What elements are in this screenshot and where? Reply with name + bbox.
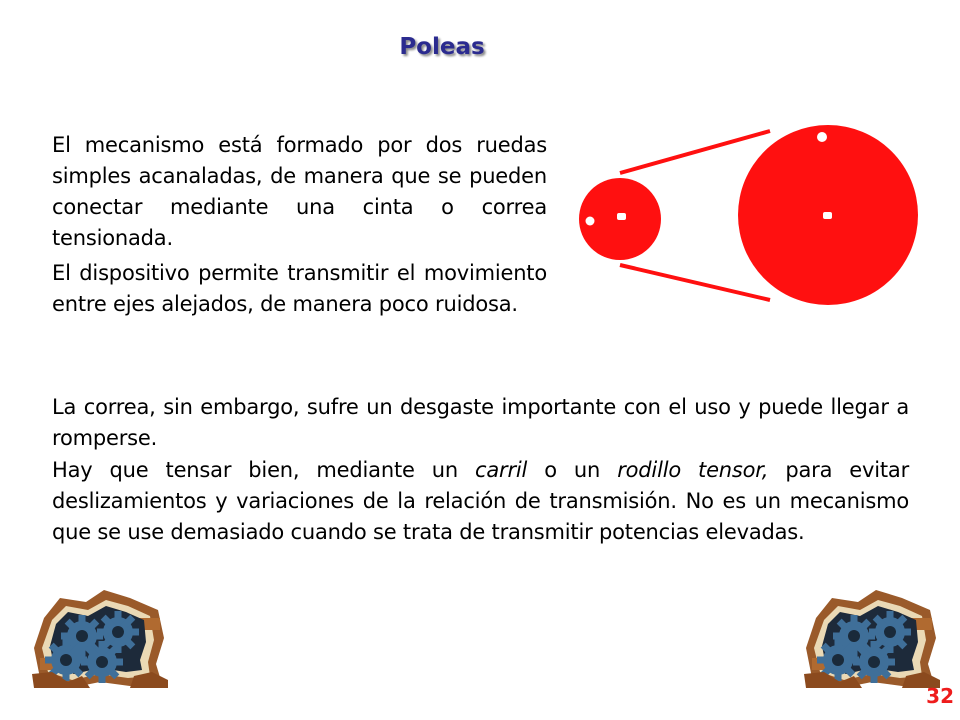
belt-bottom (620, 265, 770, 300)
paragraph-wear: La correa, sin embargo, sufre un desgaste importante con el uso y puede llegar a romperse. (52, 395, 909, 450)
paragraph-device: El dispositivo permite transmitir el movimiento entre ejes alejados, de manera poco ruidosa. (52, 261, 547, 316)
large-pulley-edge-dot (817, 132, 827, 142)
small-pulley-edge-dot (586, 217, 595, 226)
paragraph-tension: Hay que tensar bien, mediante un carril o un rodillo tensor, para evitar deslizamientos y variaciones de la relación de transmisión. No es un mecanismo que se use demasiado cuando se trata de transmitir potencias elevadas. (52, 458, 910, 544)
slide-title: Poleas (399, 34, 485, 60)
belt-top (620, 131, 770, 173)
gears-wall-icon (802, 588, 942, 690)
large-pulley-axle (823, 212, 832, 219)
gears-wall-icon (30, 588, 170, 690)
small-pulley-axle (617, 213, 626, 220)
page-number: 32 (926, 684, 954, 708)
paragraph-mechanism: El mecanismo está formado por dos ruedas simples acanaladas, de manera que se pueden conectar mediante una cinta o correa tensionada. (52, 133, 547, 250)
pulley-belt-illustration (570, 118, 930, 318)
